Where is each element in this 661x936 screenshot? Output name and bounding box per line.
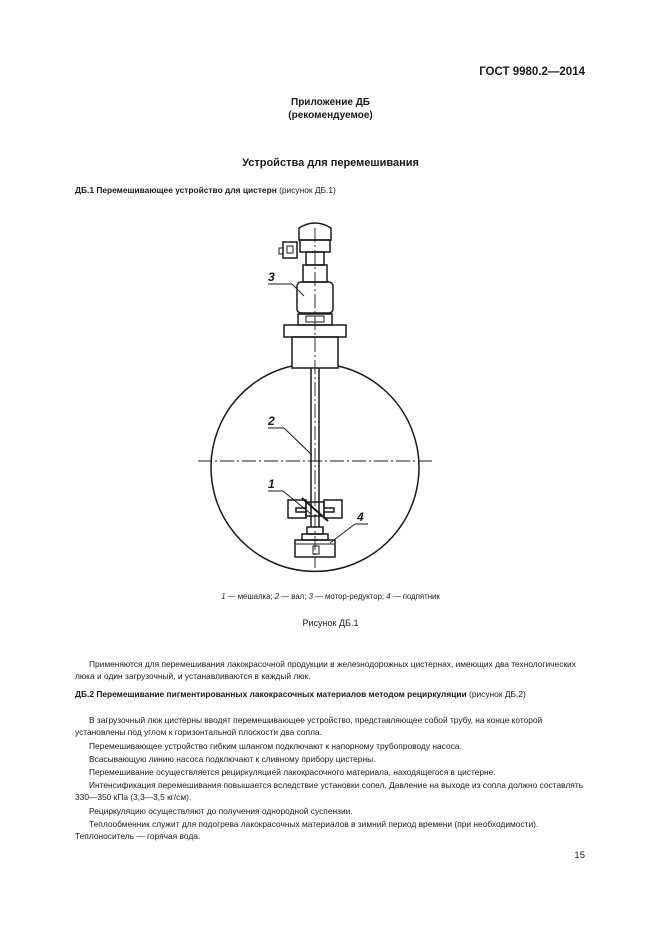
legend-text-4: подпятник bbox=[402, 592, 440, 601]
section-title: Устройства для перемешивания bbox=[242, 157, 419, 169]
figure-caption: Рисунок ДБ.1 bbox=[302, 618, 359, 628]
db2-number: ДБ.2 bbox=[75, 689, 94, 699]
appendix-title: Приложение ДБ bbox=[291, 97, 370, 108]
appendix-status: (рекомендуемое) bbox=[288, 110, 373, 121]
agitator-blade-right bbox=[324, 500, 342, 518]
paragraph-7: Рециркуляцию осуществляют до получения однородной суспензии. bbox=[89, 806, 353, 816]
figure-legend: 1 — мешалка; 2 — вал; 3 — мотор-редуктор; 4 — подпятник bbox=[221, 592, 440, 601]
legend-num-3: 3 bbox=[308, 592, 313, 601]
paragraph-8: Теплообменник служит для подогрева лакокрасочных материалов в зимний период времени (при необходимости). Теплоноситель — горячая вода. bbox=[75, 819, 539, 841]
callout-4: 4 bbox=[357, 510, 364, 524]
legend-text-1: мешалка; bbox=[237, 592, 273, 601]
paragraph-4: Всасывающую линию насоса подключают к сливному прибору цистерны. bbox=[89, 754, 376, 764]
db2-heading bbox=[75, 688, 587, 700]
callout-1: 1 bbox=[268, 477, 275, 491]
paragraph-1: Применяются для перемешивания лакокрасочной продукции в железнодорожных цистернах, имеющих два технологических люка и один загрузочный, и устанавливаются в каждый люк. bbox=[75, 659, 576, 681]
legend-text-3: мотор-редуктор; bbox=[325, 592, 385, 601]
legend-num-4: 4 bbox=[386, 592, 391, 601]
page-number: 15 bbox=[574, 850, 585, 861]
junction-box bbox=[283, 242, 297, 258]
db1-figure-ref: (рисунок ДБ.1) bbox=[279, 185, 336, 195]
legend-num-2: 2 bbox=[274, 592, 280, 601]
callout-2: 2 bbox=[268, 414, 275, 428]
db1-number: ДБ.1 bbox=[75, 185, 94, 195]
standard-number: ГОСТ 9980.2—2014 bbox=[479, 66, 585, 78]
paragraph-6: Интенсификация перемешивания повышается вследствие установки сопел. Давление на выходе из сопла должно составлять 330—350 кПа (3,3—3,5 кг/см). bbox=[75, 780, 584, 802]
paragraph-3: Перемешивающее устройство гибким шлангом подключают к напорному трубопроводу насоса. bbox=[89, 741, 462, 751]
legend-num-1: 1 bbox=[221, 592, 226, 601]
db1-heading-text: Перемешивающее устройство для цистерн bbox=[96, 185, 277, 195]
db2-heading-text: Перемешивание пигментированных лакокрасочных материалов методом рециркуляции bbox=[96, 689, 467, 699]
db2-figure-ref: (рисунок ДБ.2) bbox=[469, 689, 526, 699]
paragraph-5: Перемешивание осуществляется рециркуляцией лакокрасочного материала, находящегося в цистерне. bbox=[89, 767, 496, 777]
callout-3: 3 bbox=[268, 270, 275, 284]
paragraph-2: В загрузочный люк цистерны вводят перемешивающее устройство, представляющее собой трубу, на конце которой установлены под углом к горизонтальной плоскости два сопла. bbox=[75, 715, 543, 737]
legend-text-2: вал; bbox=[291, 592, 307, 601]
